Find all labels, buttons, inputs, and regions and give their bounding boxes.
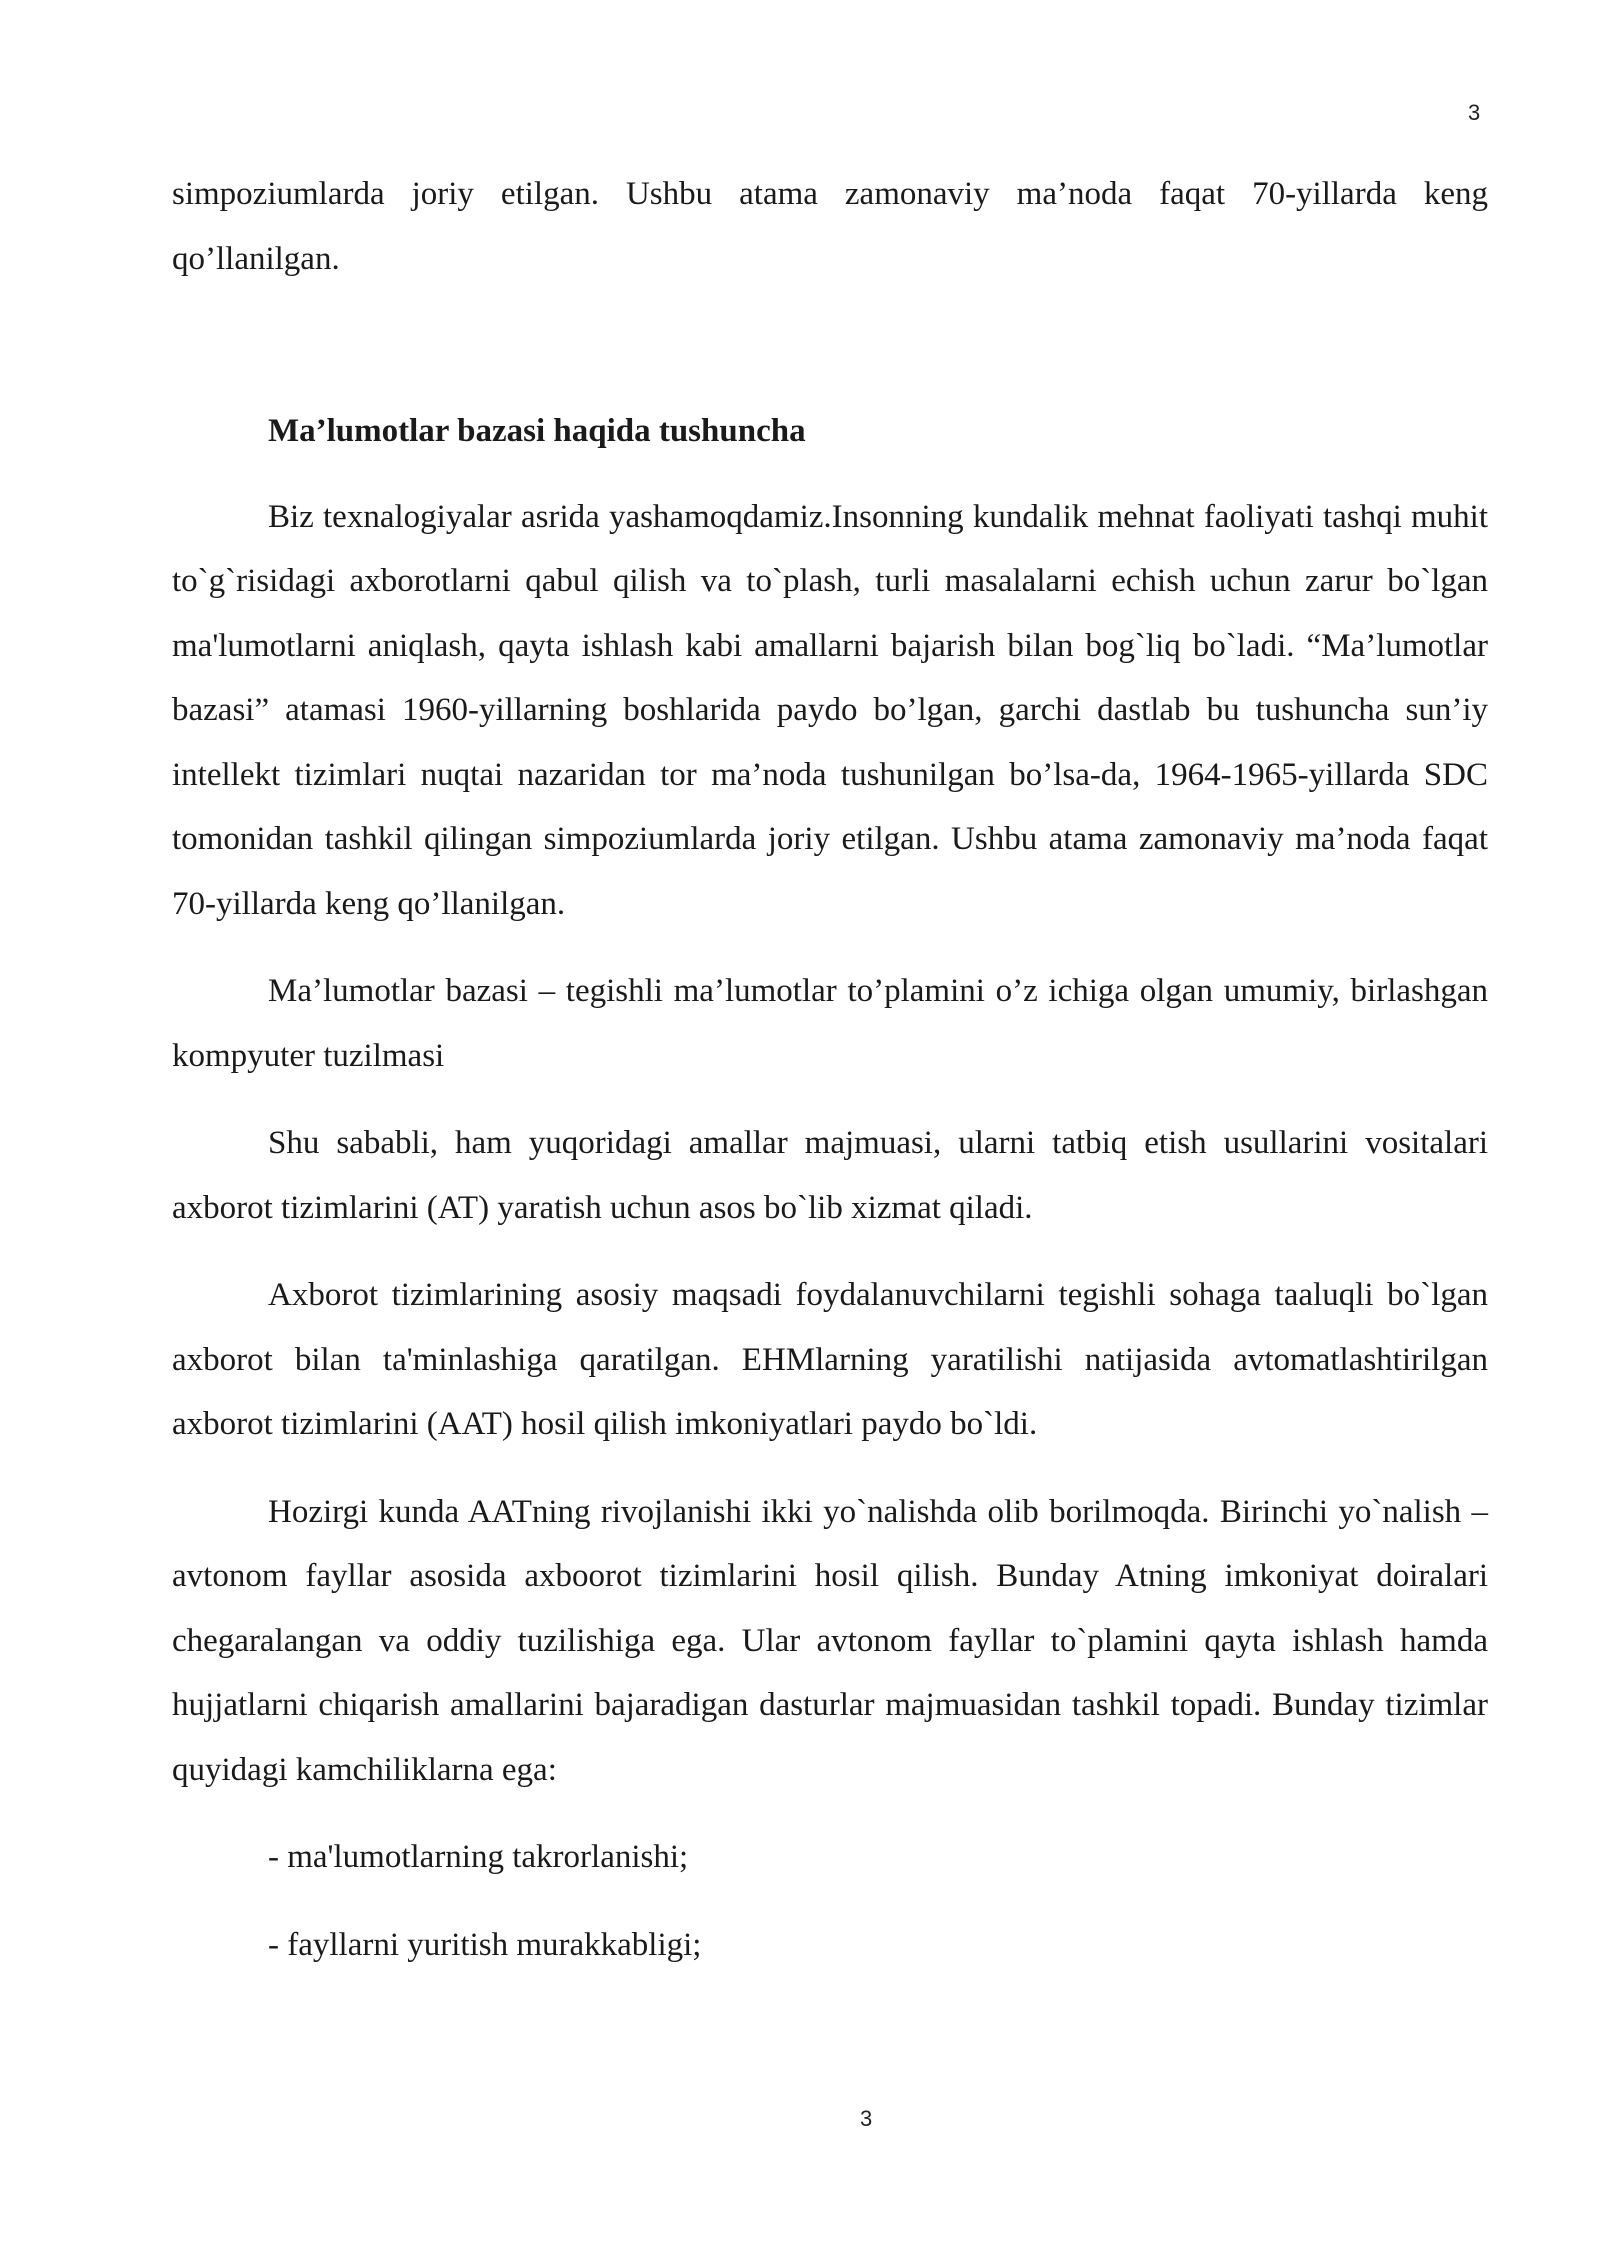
paragraph-definition: Ma’lumotlar bazasi – tegishli ma’lumotlar to’plamini o’z ichiga olgan umumiy, birlashgan kompyuter tuzilmasi xyxy=(172,973,1488,1074)
page-number-bottom: 3 xyxy=(860,2106,873,2131)
paragraph-purpose: Axborot tizimlarining asosiy maqsadi foydalanuvchilarni tegishli sohaga taaluqli bo`lgan axborot bilan ta'minlashiga qaratilgan. EHMlarning yaratilishi natijasida avtomatlashtirilgan axborot tizimlarini (AAT) hosil qilish imkoniyatlari paydo bo`ldi. xyxy=(172,1277,1488,1442)
paragraph-intro: Biz texnalogiyalar asrida yashamoqdamiz.Insonning kundalik mehnat faoliyati tashqi muhit to`g`risidagi axborotlarni qabul qilish va to`plash, turli masalalarni echish uchun zarur bo`lgan ma'lumotlarni aniqlash, qayta ishlash kabi amallarni bajarish bilan bog`liq bo`ladi. “Ma’lumotlar bazasi” atamasi 1960-yillarning boshlarida paydo bo’lgan, garchi dastlab bu tushuncha sun’iy intellekt tizimlari nuqtai nazaridan tor ma’noda tushunilgan bo’lsa-da, 1964-1965-yillarda SDC tomonidan tashkil qilingan simpoziumlarda joriy etilgan. Ushbu atama zamonaviy ma’noda faqat 70-yillarda keng qo’llanilgan. xyxy=(172,498,1488,922)
list-item-file-complexity: - fayllarni yuritish murakkabligi; xyxy=(268,1926,702,1963)
document-body xyxy=(172,162,1488,1977)
list-item-duplication: - ma'lumotlarning takrorlanishi; xyxy=(268,1839,689,1875)
paragraph-continuation: simpoziumlarda joriy etilgan. Ushbu atama zamonaviy ma’noda faqat 70-yillarda keng qo’llanilgan. xyxy=(172,176,1488,277)
paragraph-foundation: Shu sababli, ham yuqoridagi amallar majmuasi, ularni tatbiq etish usullarini vositalari axborot tizimlarini (AT) yaratish uchun asos bo`lib xizmat qiladi. xyxy=(172,1125,1488,1226)
page-number-top: 3 xyxy=(1468,100,1481,125)
section-heading: Ma’lumotlar bazasi haqida tushuncha xyxy=(268,413,806,449)
paragraph-development: Hozirgi kunda AATning rivojlanishi ikki yo`nalishda olib borilmoqda. Birinchi yo`nalish – avtonom fayllar asosida axboorot tizimlarini hosil qilish. Bunday Atning imkoniyat doiralari chegaralangan va oddiy tuzilishiga ega. Ular avtonom fayllar to`plamini qayta ishlash hamda hujjatlarni chiqarish amallarini bajaradigan dasturlar majmuasidan tashkil topadi. Bunday tizimlar quyidagi kamchiliklarna ega: xyxy=(172,1493,1488,1788)
